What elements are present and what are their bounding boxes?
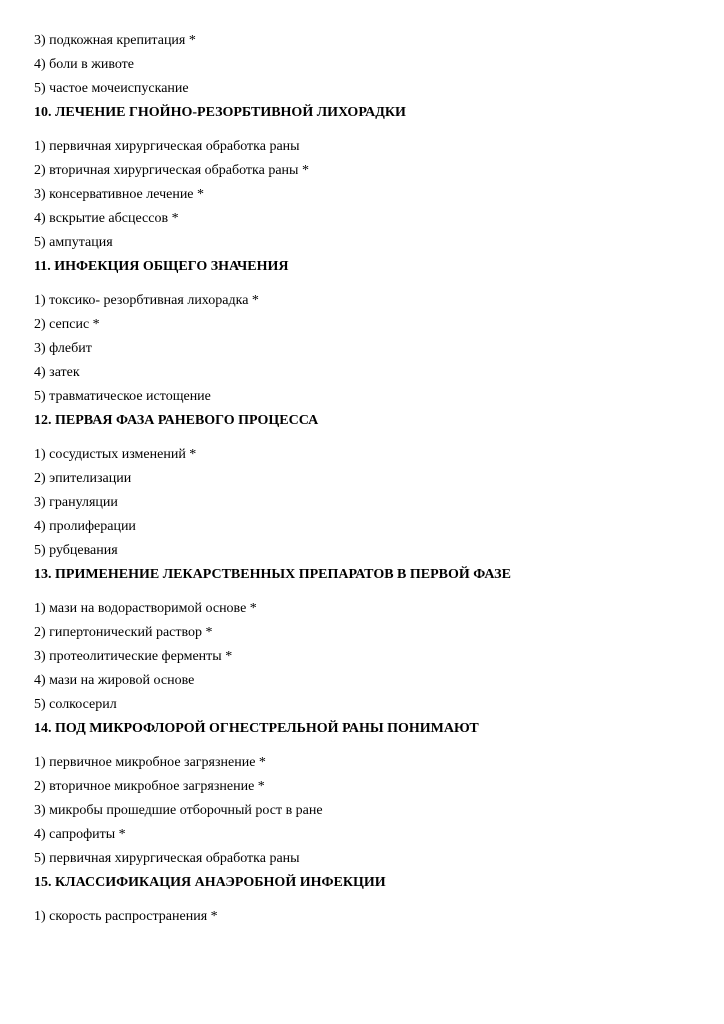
answer-option: 3) микробы прошедшие отборочный рост в ране [34, 803, 323, 818]
question-title: 10. ЛЕЧЕНИЕ ГНОЙНО-РЕЗОРБТИВНОЙ ЛИХОРАДКИ [34, 105, 406, 120]
question-block-10 [34, 105, 694, 259]
answer-option: 1) скорость распространения * [34, 909, 218, 924]
question-title: 13. ПРИМЕНЕНИЕ ЛЕКАРСТВЕННЫХ ПРЕПАРАТОВ В ПЕРВОЙ ФАЗЕ [34, 567, 511, 582]
answer-option: 1) сосудистых изменений * [34, 447, 197, 462]
answer-option: 4) мази на жировой основе [34, 673, 195, 688]
question-block-13 [34, 567, 694, 721]
question-title: 14. ПОД МИКРОФЛОРОЙ ОГНЕСТРЕЛЬНОЙ РАНЫ ПОНИМАЮТ [34, 721, 479, 736]
answer-option: 5) солкосерил [34, 697, 117, 712]
answer-option: 3) флебит [34, 341, 92, 356]
answer-option: 5) первичная хирургическая обработка раны [34, 851, 300, 866]
question-title: 11. ИНФЕКЦИЯ ОБЩЕГО ЗНАЧЕНИЯ [34, 259, 289, 274]
answer-option: 2) вторичная хирургическая обработка раны * [34, 163, 309, 178]
answer-option: 2) эпителизации [34, 471, 132, 486]
answer-option: 5) травматическое истощение [34, 389, 211, 404]
answer-option: 3) протеолитические ферменты * [34, 649, 233, 664]
answer-option: 1) первичное микробное загрязнение * [34, 755, 266, 770]
answer-option: 4) пролиферации [34, 519, 136, 534]
answer-option: 1) токсико- резорбтивная лихорадка * [34, 293, 259, 308]
answer-option: 1) мази на водорастворимой основе * [34, 601, 257, 616]
answer-option: 5) рубцевания [34, 543, 118, 558]
answer-option: 4) сапрофиты * [34, 827, 126, 842]
answer-option: 2) гипертонический раствор * [34, 625, 213, 640]
answer-option: 3) консервативное лечение * [34, 187, 205, 202]
question-block-14 [34, 721, 694, 875]
question-block-11 [34, 259, 694, 413]
answer-option: 4) затек [34, 365, 80, 380]
answer-option: 5) ампутация [34, 235, 113, 250]
question-block-15 [34, 875, 694, 933]
leading-answer-list [34, 33, 694, 105]
question-block-12 [34, 413, 694, 567]
question-title: 12. ПЕРВАЯ ФАЗА РАНЕВОГО ПРОЦЕССА [34, 413, 319, 428]
question-title: 15. КЛАССИФИКАЦИЯ АНАЭРОБНОЙ ИНФЕКЦИИ [34, 875, 386, 890]
answer-option: 3) грануляции [34, 495, 118, 510]
answer-option: 2) вторичное микробное загрязнение * [34, 779, 265, 794]
answer-option: 2) сепсис * [34, 317, 100, 332]
answer-option: 5) частое мочеиспускание [34, 81, 189, 96]
answer-option: 4) боли в животе [34, 57, 135, 72]
answer-option: 1) первичная хирургическая обработка раны [34, 139, 300, 154]
answer-option: 3) подкожная крепитация * [34, 33, 196, 48]
answer-option: 4) вскрытие абсцессов * [34, 211, 179, 226]
document-page [34, 33, 694, 933]
